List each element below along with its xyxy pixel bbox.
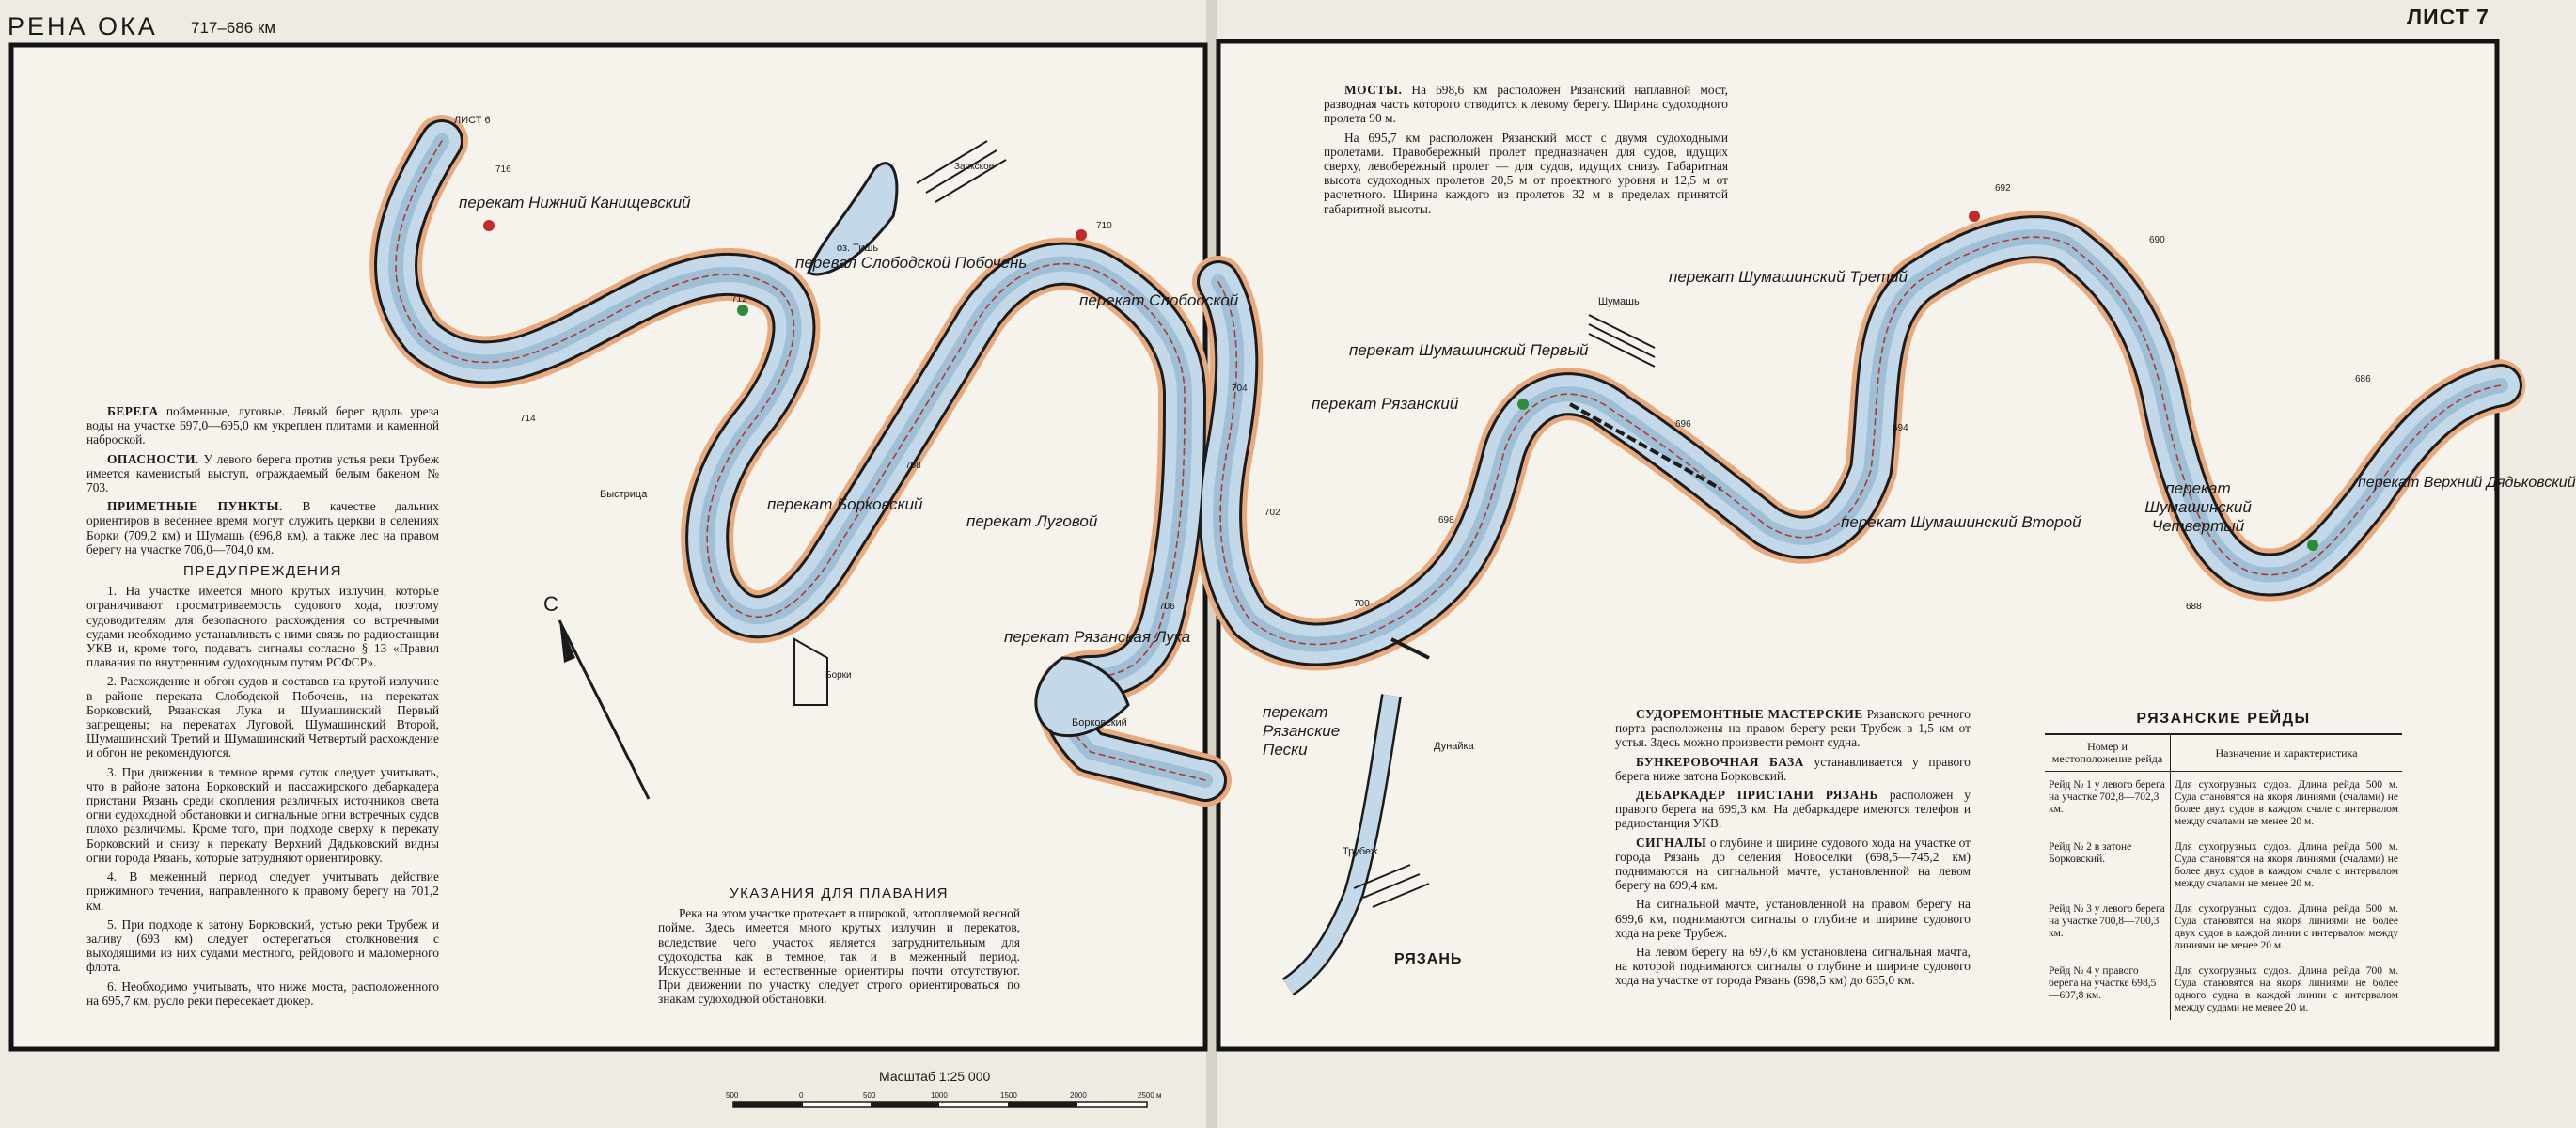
reach-label: перекат Верхний Дядьковский <box>2358 475 2576 491</box>
place-label: ЛИСТ 6 <box>454 115 491 126</box>
red-buoy <box>1076 229 1087 241</box>
reach-label: перевал Слободской Побочень <box>795 254 1028 272</box>
place-label: Борки <box>825 670 852 681</box>
river-title: РЕНА ОКА <box>8 12 158 40</box>
roads-table <box>2045 733 2402 1020</box>
scale-tick: 2000 <box>1070 1091 1087 1100</box>
warning-item: 3. При движении в темное время суток следует учитывать, что в районе затона Борковский и пассажирского дебаркадера пристани Рязань среди скопления различных источников света огни судоходной обстановки и сигнальные огни встречных судов плохо различимы. Кроме того, при подходе сверху к перекату Борковский и снизу к перекату Верхний Дядьковский видны огни города Рязань, которые затрудняют ориентировку. <box>86 764 439 865</box>
green-buoy <box>1517 399 1529 410</box>
km-post: 700 <box>1354 599 1370 609</box>
svg-text:С: С <box>543 592 558 616</box>
place-label: РЯЗАНЬ <box>1394 951 1463 967</box>
place-label: Дунайка <box>1434 741 1474 752</box>
reach-label: перекат Слободской <box>1079 291 1239 309</box>
red-buoy <box>483 220 495 231</box>
km-post: 694 <box>1893 423 1908 433</box>
section-title: ОПАСНОСТИ. <box>107 451 199 466</box>
table-row: Рейд № 3 у левого берега на участке 700,8—700,3 км. Для сухогрузных судов. Длина рейда 500 м. Суда становятся на якоря линиями не более двух судов в каждой линии с интервалом между линиями не менее 20 м. <box>2045 896 2402 958</box>
navigation-instructions <box>658 879 1020 1011</box>
reach-label: перекат Рязанская Лука <box>1004 628 1191 646</box>
nav-title: УКАЗАНИЯ ДЛЯ ПЛАВАНИЯ <box>730 885 949 901</box>
km-post: 692 <box>1995 183 2011 194</box>
roads-table-block <box>2045 703 2402 1020</box>
km-post: 714 <box>520 414 536 424</box>
green-buoy <box>737 305 748 316</box>
red-buoy <box>1969 211 1980 222</box>
scale-tick: 2500 м <box>1138 1091 1162 1100</box>
reach-label: перекат Шумашинский Третий <box>1669 268 1908 286</box>
reach-label: перекат Рязанские Пески <box>1263 703 1341 759</box>
km-post: 696 <box>1675 419 1691 430</box>
section-title: СУДОРЕМОНТНЫЕ МАСТЕРСКИЕ <box>1636 707 1863 721</box>
km-post: 704 <box>1232 384 1248 394</box>
scale-tick: 500 <box>863 1091 876 1100</box>
place-label: Борковский <box>1072 717 1127 728</box>
scale-bar <box>733 1102 1147 1107</box>
scale-tick: 1000 <box>931 1091 948 1100</box>
place-label: Трубеж <box>1343 846 1378 857</box>
place-label: оз. Тишь <box>837 243 879 254</box>
km-post: 702 <box>1264 508 1280 518</box>
bridges-notes: МОСТЫ. На 698,6 км расположен Рязанский наплавной мост, разводная часть которого отводится к левому берегу. Ширина судоходного пролета 90 м. На 695,7 км расположен Рязанский мост с двумя судоходными пролетами. Правобережный пролет предназначен для судов, идущих сверху, левобережный пролет — для судов, идущих снизу. Габаритная высота судоходных пролетов 20,5 м от проектного уровня и 12,5 м от расчетного. Ширина каждого из пролетов 32 м в пределах принятой габаритной высоты. <box>1324 83 1728 216</box>
column-header: Назначение и характеристика <box>2171 734 2403 772</box>
warning-item: 2. Расхождение и обгон судов и составов на крутой излучине в районе переката Слободской Побочень, на перекатах Борковский, Рязанская Лука и Шумашинский Первый запрещены; на перекатах Луговой, Шумашинский Второй, Шумашинский Третий и Шумашинский Четвертый расхождение и обгон не рекомендуются. <box>86 674 439 760</box>
left-notes: БЕРЕГА пойменные, луговые. Левый берег вдоль уреза воды на участке 697,0—695,0 км укреплен плитами и каменной наброской. ОПАСНОСТИ. У левого берега против устья реки Трубеж имеется каменистый выступ, ограждаемый белым бакеном № 703. ПРИМЕТНЫЕ ПУНКТЫ. В качестве дальних ориентиров в весеннее время могут служить церкви в селениях Борки (709,2 км) и Шумашь (696,8 км), а также лес на правом берегу на участке 706,0—704,0 км. ПРЕДУПРЕЖДЕНИЯ 1. На участке имеется много крутых излучин, которые ограничивают просматриваемость судового хода, поэтому судоводителям для безопасного расхождения со встречными судами необходимо устанавливать с ними связь по радиостанции УКВ и, кроме того, подавать сигналы согласно § 13 «Правил плавания по внутренним судоходным путям РСФСР». 2. Расхождение и обгон судов и составов на крутой излучине в районе переката Слободской Побочень, на перекатах Борковский, Рязанская Лука и Шумашинский Первый запрещены; на перекатах Луговой, Шумашинский Второй, Шумашинский Третий и Шумашинский Четвертый расхождение и обгон не рекомендуются. 3. При движении в темное время суток следует учитывать, что в районе затона Борковский и пассажирского дебаркадера пристани Рязань среди скопления различных источников света огни судоходной обстановки и сигнальные огни встречных судов плохо различимы. Кроме того, при подходе сверху к перекату Борковский и снизу к перекату Верхний Дядьковский видны огни города Рязань, которые затрудняют ориентировку. 4. В меженный период следует учитывать действие прижимного течения, направленного к правому берегу на 701,2 км. 5. При подходе к затону Борковский, устью реки Трубеж и заливу (693 км) следует остерегаться столкновения с выходящими из них судами местного, рейдового и маломерного флота. 6. Необходимо учитывать, что ниже моста, расположенного на 695,7 км, русло реки пересекает дюкер. <box>86 404 439 1008</box>
reach-label: перекат Шумашинский Второй <box>1841 513 2081 531</box>
km-post: 690 <box>2149 235 2165 245</box>
warnings-title: ПРЕДУПРЕЖДЕНИЯ <box>183 563 342 580</box>
table-row: Рейд № 2 в затоне Борковский. Для сухогрузных судов. Длина рейда 500 м. Суда становятся на якоря линиями (счалами) не более двух судов в каждом счале с интервалом между счалами не менее 20 м. <box>2045 834 2402 896</box>
nav-text: Река на этом участке протекает в широкой, затопляемой весной пойме. Здесь имеется много крутых излучин и перекатов, вследствие чего участок является затруднительным для судоходства как в темное, так и в меженный период. Искусственные и естественные ориентиры почти отсутствуют. При движении по участку следует строго ориентироваться по знакам судоходной обстановки. <box>658 906 1020 1007</box>
warning-item: 1. На участке имеется много крутых излучин, которые ограничивают просматриваемость судового хода, поэтому судоводителям для безопасного расхождения со встречными судами необходимо устанавливать с ними связь по радиостанции УКВ и, кроме того, подавать сигналы согласно § 13 «Правил плавания по внутренним судоходным путям РСФСР». <box>86 584 439 670</box>
warning-item: 4. В меженный период следует учитывать действие прижимного течения, направленного к правому берегу на 701,2 км. <box>86 870 439 913</box>
roads-title: РЯЗАНСКИЕ РЕЙДЫ <box>2136 711 2311 727</box>
reach-label: перекат Борковский <box>767 495 923 513</box>
reach-label: перекат Луговой <box>966 512 1098 530</box>
reach-label: перекат Нижний Канищевский <box>459 194 691 212</box>
right-notes: СУДОРЕМОНТНЫЕ МАСТЕРСКИЕ Рязанского речного порта расположены на правом берегу реки Трубеж в 1,5 км от устья. Здесь можно произвести ремонт судна. БУНКЕРОВОЧНАЯ БАЗА устанавливается у правого берега ниже затона Борковский. ДЕБАРКАДЕР ПРИСТАНИ РЯЗАНЬ расположен у правого берега на 699,3 км. На дебаркадере имеются телефон и радиостанция УКВ. СИГНАЛЫ о глубине и ширине судового хода на участке от города Рязань до селения Новоселки (698,5—745,2 км) поднимаются на сигнальной мачте, установленной на левом берегу на 699,4 км. На сигнальной мачте, установленной на правом берегу на 699,6 км, поднимаются сигналы о глубине и ширине судового хода на реке Трубеж. На левом берегу на 697,6 км установлена сигнальная мачта, на которой поднимаются сигналы о глубине и ширине судового хода на участке от города Рязань (698,5 км) до 635,0 км. <box>1615 707 1971 988</box>
km-post: 708 <box>905 461 921 471</box>
scale-tick: 500 <box>726 1091 739 1100</box>
column-header: Номер и местоположение рейда <box>2045 734 2171 772</box>
km-post: 712 <box>731 294 747 305</box>
reach-label: перекат Шумашинский Четвертый <box>2144 479 2252 535</box>
place-label: Быстрица <box>600 489 648 500</box>
warning-item: 6. Необходимо учитывать, что ниже моста, расположенного на 695,7 км, русло реки пересекает дюкер. <box>86 979 439 1008</box>
km-post: 706 <box>1159 602 1175 612</box>
km-post: 716 <box>495 164 511 175</box>
green-buoy <box>2307 540 2318 551</box>
reach-label: перекат Рязанский <box>1312 395 1459 413</box>
section-title: СИГНАЛЫ <box>1636 835 1707 850</box>
reach-label: перекат Шумашинский Первый <box>1349 341 1589 359</box>
scale-tick: 1500 <box>1000 1091 1017 1100</box>
warning-item: 5. При подходе к затону Борковский, устью реки Трубеж и заливу (693 км) следует остерегаться столкновения с выходящими из них судами местного, рейдового и маломерного флота. <box>86 916 439 975</box>
table-row: Рейд № 1 у левого берега на участке 702,8—702,3 км. Для сухогрузных судов. Длина рейда 500 м. Суда становятся на якоря линиями (счалами) не более двух судов в каждом счале с интервалом между счалами не менее 20 м. <box>2045 772 2402 835</box>
scale-label: Масштаб 1:25 000 <box>879 1069 991 1084</box>
section-title: БЕРЕГА <box>107 404 159 418</box>
km-post: 710 <box>1096 221 1112 231</box>
place-label: Заокское <box>954 162 995 172</box>
km-range: 717–686 км <box>191 19 276 37</box>
sheet-number: ЛИСТ 7 <box>2407 5 2490 29</box>
section-title: МОСТЫ. <box>1344 83 1403 97</box>
km-post: 688 <box>2186 602 2202 612</box>
section-title: ДЕБАРКАДЕР ПРИСТАНИ РЯЗАНЬ <box>1636 788 1878 803</box>
km-post: 698 <box>1438 515 1454 525</box>
km-post: 686 <box>2355 374 2371 384</box>
scale-tick: 0 <box>799 1091 804 1100</box>
section-title: ПРИМЕТНЫЕ ПУНКТЫ. <box>107 499 283 514</box>
place-label: Шумашь <box>1598 296 1640 307</box>
table-row: Рейд № 4 у правого берега на участке 698,5—697,8 км. Для сухогрузных судов. Длина рейда 700 м. Суда становятся на якоря линиями не более одного судна в каждой линии с интервалом между судами не менее 20 м. <box>2045 958 2402 1020</box>
section-title: БУНКЕРОВОЧНАЯ БАЗА <box>1636 754 1804 769</box>
